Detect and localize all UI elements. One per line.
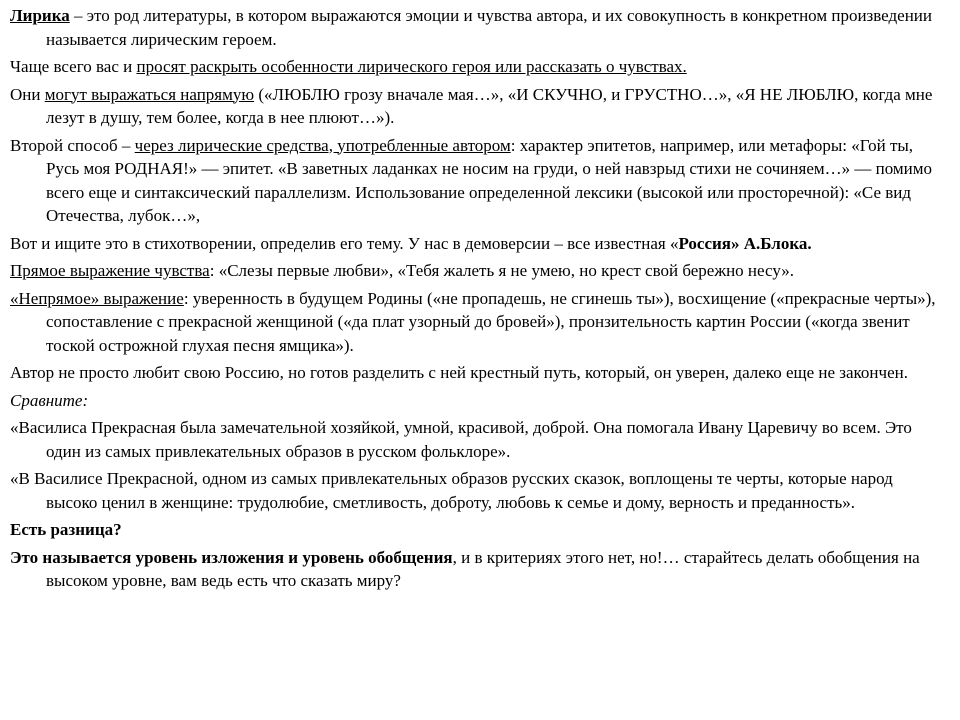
text-run: : «Слезы первые любви», «Тебя жалеть я не умею, но крест свой бережно несу». bbox=[209, 261, 794, 280]
underlined-run: могут выражаться напрямую bbox=[44, 84, 255, 104]
text-run: : уверенность в будущем Родины («не пропадешь, не сгинешь ты»), восхищение («прекрасные черты»), сопоставление с прекрасной женщиной («да плат узорный до бровей»), пронзительность картин России («когда звенит тоской острожной глухая песня ямщика»). bbox=[46, 288, 936, 355]
text-run: Вот и ищите это в стихотворении, определив его тему. У нас в демоверсии – все известная « bbox=[10, 233, 679, 253]
text-run: («ЛЮБЛЮ грозу вначале мая…», «И СКУЧНО, и ГРУСТНО…», «Я НЕ ЛЮБЛЮ, когда мне лезут в душу, тем более, когда в нее плюют…»). bbox=[46, 84, 933, 127]
paragraph-difference-question bbox=[10, 518, 942, 542]
text-run: Второй способ – bbox=[10, 135, 135, 155]
bold-run: Россия» А.Блока. bbox=[678, 233, 812, 253]
paragraph-task bbox=[10, 55, 942, 79]
paragraph-second-method bbox=[10, 134, 942, 228]
text-run: «Василиса Прекрасная была замечательной хозяйкой, умной, красивой, доброй. Она помогала Ивану Царевичу во всем. Это один из самых привлекательных образов в русском фольклоре». bbox=[10, 418, 912, 461]
paragraph-direct-feeling bbox=[10, 259, 942, 283]
paragraph-author-russia bbox=[10, 361, 942, 385]
text-run: Чаще всего вас и bbox=[10, 57, 137, 76]
underlined-run: через лирические средства, употребленные автором bbox=[134, 135, 511, 155]
paragraph-vasilisa-2 bbox=[10, 467, 942, 514]
text-run: , и в критериях этого нет, но!… старайтесь делать обобщения на высоком уровне, вам ведь есть что сказать миру? bbox=[46, 547, 920, 590]
paragraph-compare bbox=[10, 389, 942, 413]
text-run: Они bbox=[10, 84, 45, 104]
paragraph-direct-expression bbox=[10, 83, 942, 130]
paragraph-lyric-definition bbox=[10, 4, 942, 51]
paragraph-demo-version bbox=[10, 232, 942, 256]
term-lyric: Лирика bbox=[10, 6, 70, 25]
underlined-run: просят раскрыть особенности лирического героя или рассказать о чувствах. bbox=[136, 57, 687, 76]
paragraph-vasilisa-1 bbox=[10, 416, 942, 463]
underlined-run: «Непрямое» выражение bbox=[10, 288, 184, 308]
text-run: – это род литературы, в котором выражаются эмоции и чувства автора, и их совокупность в конкретном произведении называется лирическим героем. bbox=[46, 6, 932, 49]
italic-run: Сравните: bbox=[10, 390, 89, 410]
text-run: Автор не просто любит свою Россию, но готов разделить с ней крестный путь, который, он уверен, далеко еще не закончен. bbox=[10, 363, 908, 382]
underlined-run: Прямое выражение чувства bbox=[10, 261, 210, 280]
text-run: «В Василисе Прекрасной, одном из самых привлекательных образов русских сказок, воплощены те черты, которые народ высоко ценил в женщине: трудолюбие, сметливость, доброту, любовь к семье и дому, верность и преданность». bbox=[10, 469, 893, 512]
text-run: : характер эпитетов, например, или метафоры: «Гой ты, Русь моя РОДНАЯ!» — эпитет. «В заветных ладанках не носим на груди, о ней навзрыд стихи не сочиняем…» — помимо всего еще и синтаксический параллелизм. Использование определенной лексики (высокой или просторечной): «Се вид Отечества, лубок…», bbox=[46, 135, 933, 225]
paragraph-generalization bbox=[10, 546, 942, 593]
bold-run: Есть разница? bbox=[10, 520, 122, 539]
paragraph-indirect-expression bbox=[10, 287, 942, 358]
bold-run: Это называется уровень изложения и уровень обобщения bbox=[10, 547, 453, 567]
